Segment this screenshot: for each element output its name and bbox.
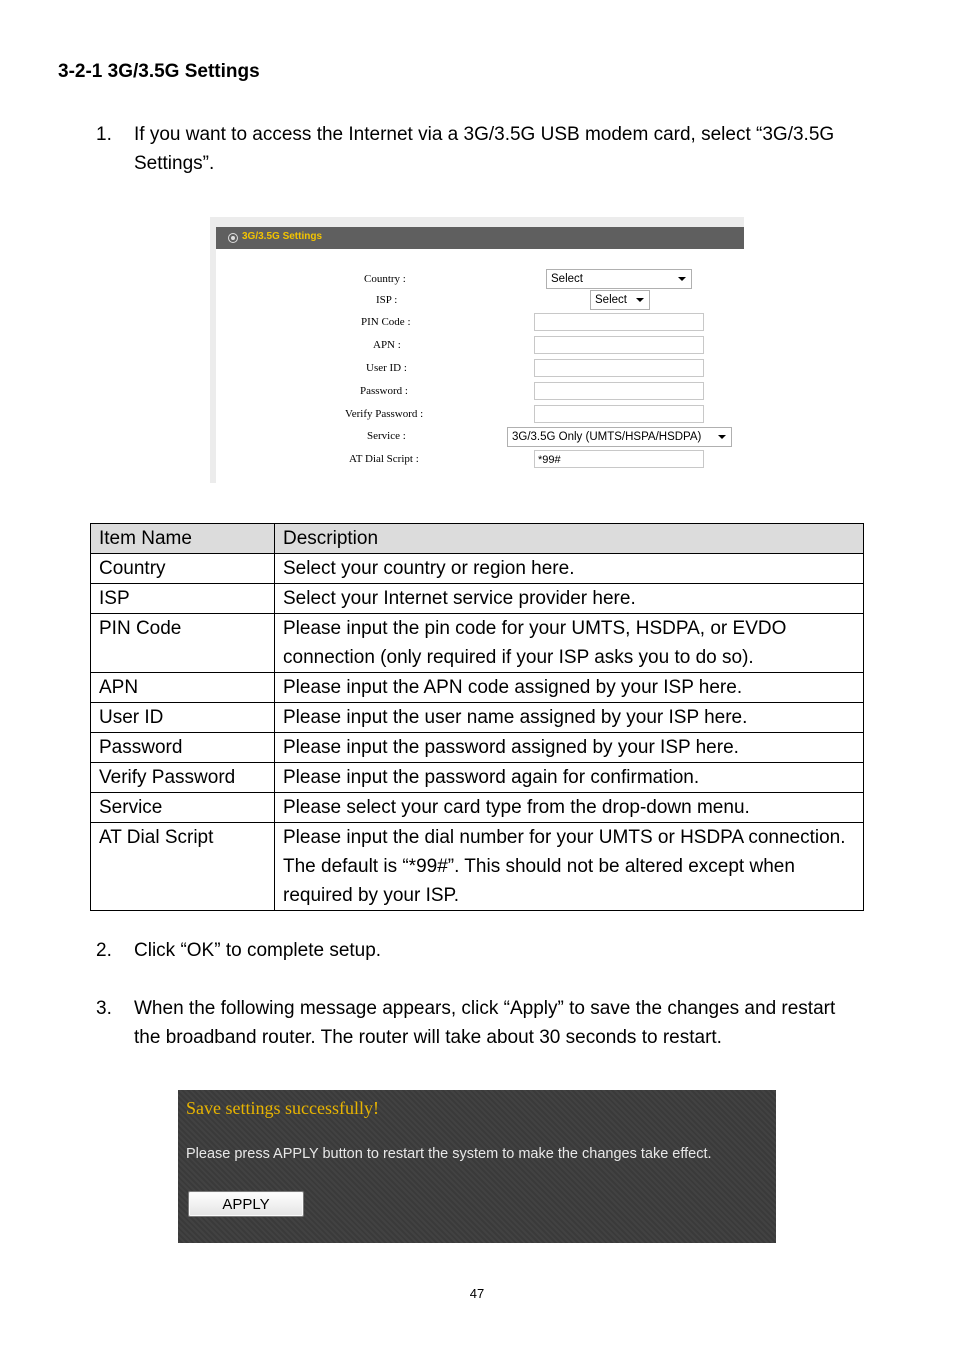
- item-name-cell: PIN Code: [91, 614, 275, 673]
- item-name-cell: APN: [91, 673, 275, 703]
- column-header: Description: [275, 524, 864, 554]
- isp-select[interactable]: [590, 290, 650, 310]
- description-cell: Select your Internet service provider here.: [275, 584, 864, 614]
- description-cell: Please input the password again for confirmation.: [275, 763, 864, 793]
- table-row: [91, 793, 864, 823]
- apn-input[interactable]: [534, 336, 704, 354]
- at-dial-script-label: AT Dial Script :: [349, 453, 419, 465]
- table-row: [91, 584, 864, 614]
- isp-label: ISP :: [376, 294, 398, 306]
- step-text-line: When the following message appears, click “Apply” to save the changes and restart: [134, 998, 836, 1019]
- step-text-line: Settings”.: [134, 153, 215, 174]
- step-3: [96, 994, 916, 1054]
- step-text-line: Click “OK” to complete setup.: [134, 940, 382, 961]
- service-label: Service :: [367, 430, 406, 442]
- step-text-line: If you want to access the Internet via a 3G/3.5G USB modem card, select “3G/3.5G: [134, 124, 835, 145]
- password-input[interactable]: [534, 382, 704, 400]
- chevron-down-icon: [636, 298, 644, 302]
- radio-icon[interactable]: [228, 233, 238, 243]
- table-row: [91, 703, 864, 733]
- user-id-input[interactable]: [534, 359, 704, 377]
- page-number: 47: [469, 1286, 485, 1301]
- save-success-screenshot: [178, 1090, 776, 1243]
- save-success-title: Save settings successfully!: [186, 1098, 379, 1118]
- step-text-line: the broadband router. The router will take about 30 seconds to restart.: [134, 1027, 722, 1048]
- item-name-cell: Password: [91, 733, 275, 763]
- table-row: [91, 614, 864, 673]
- pin-code-input[interactable]: [534, 313, 704, 331]
- item-name-cell: ISP: [91, 584, 275, 614]
- step-number: 3.: [96, 998, 112, 1019]
- settings-title-bar: [216, 227, 744, 249]
- item-name-cell: Verify Password: [91, 763, 275, 793]
- apn-label: APN :: [373, 339, 401, 351]
- description-cell: Please input the user name assigned by your ISP here.: [275, 703, 864, 733]
- country-label: Country :: [364, 273, 406, 285]
- isp-select-value: Select: [595, 294, 627, 306]
- table-row: [91, 823, 864, 911]
- settings-screenshot: [210, 217, 744, 483]
- settings-form: [216, 249, 744, 483]
- description-cell: Please input the APN code assigned by your ISP here.: [275, 673, 864, 703]
- password-label: Password :: [360, 385, 408, 397]
- restart-instruction: Please press APPLY button to restart the system to make the changes take effect.: [186, 1146, 712, 1162]
- description-cell: Please input the dial number for your UMTS or HSDPA connection. The default is “*99#”. This should not be altered except when required by your ISP.: [275, 823, 864, 911]
- column-header: Item Name: [91, 524, 275, 554]
- description-cell: Please select your card type from the drop-down menu.: [275, 793, 864, 823]
- service-select[interactable]: [507, 427, 732, 447]
- section-heading: 3-2-1 3G/3.5G Settings: [58, 61, 260, 82]
- item-name-cell: Service: [91, 793, 275, 823]
- step-number: 2.: [96, 940, 112, 961]
- verify-password-label: Verify Password :: [345, 408, 424, 420]
- item-name-cell: Country: [91, 554, 275, 584]
- country-select[interactable]: [546, 269, 692, 289]
- description-cell: Please input the password assigned by your ISP here.: [275, 733, 864, 763]
- table-header-row: [91, 524, 864, 554]
- service-select-value: 3G/3.5G Only (UMTS/HSPA/HSDPA): [512, 431, 702, 443]
- table-row: [91, 673, 864, 703]
- user-id-label: User ID :: [366, 362, 407, 374]
- item-name-cell: User ID: [91, 703, 275, 733]
- at-dial-script-input[interactable]: *99#: [534, 450, 704, 468]
- table-row: [91, 733, 864, 763]
- item-name-cell: AT Dial Script: [91, 823, 275, 911]
- description-cell: Please input the pin code for your UMTS, HSDPA, or EVDO connection (only required if your ISP asks you to do so).: [275, 614, 864, 673]
- item-description-table: [90, 523, 864, 911]
- description-cell: Select your country or region here.: [275, 554, 864, 584]
- chevron-down-icon: [678, 277, 686, 281]
- table-row: [91, 554, 864, 584]
- apply-button[interactable]: APPLY: [188, 1191, 304, 1217]
- country-select-value: Select: [551, 273, 583, 285]
- step-number: 1.: [96, 124, 112, 145]
- step-2: [96, 936, 896, 966]
- chevron-down-icon: [718, 435, 726, 439]
- verify-password-input[interactable]: [534, 405, 704, 423]
- settings-title: 3G/3.5G Settings: [242, 231, 323, 242]
- table-row: [91, 763, 864, 793]
- pin-code-label: PIN Code :: [361, 316, 411, 328]
- step-1: [96, 120, 896, 180]
